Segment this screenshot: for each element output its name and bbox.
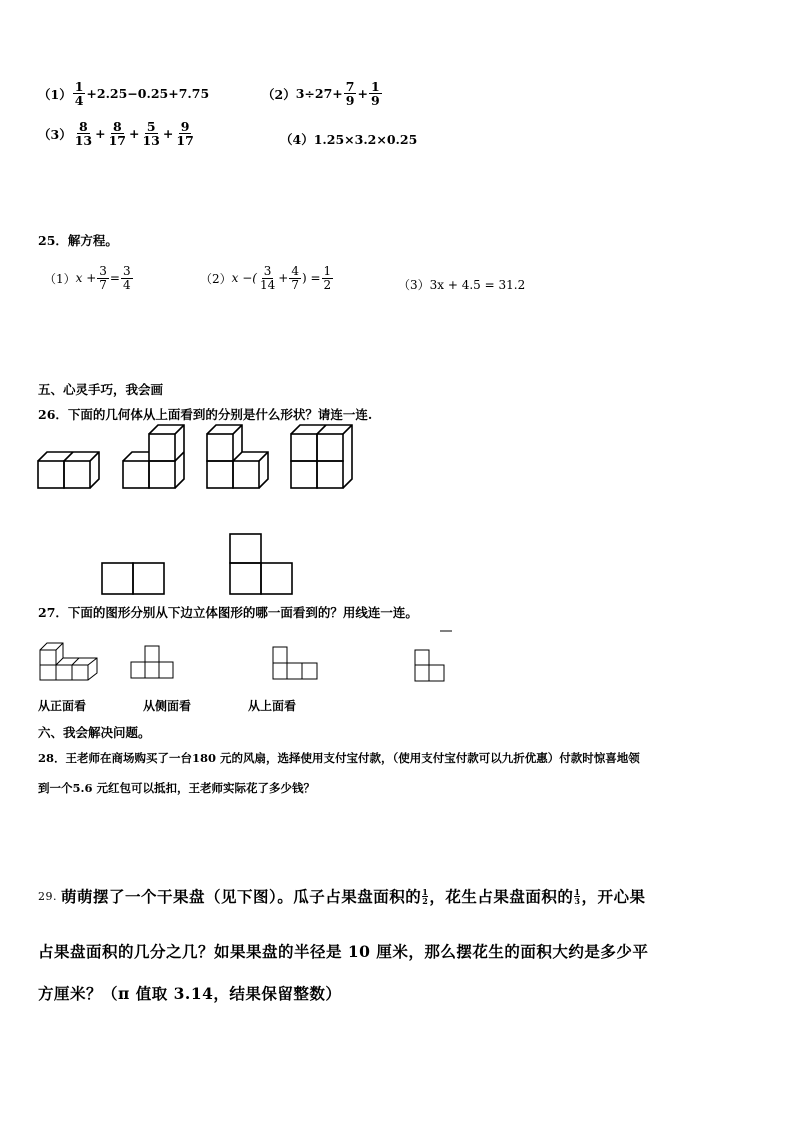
section-five-heading: 五、心灵手巧，我会画 xyxy=(38,382,164,397)
numerator: 8 xyxy=(112,119,122,134)
numerator: 7 xyxy=(345,79,355,94)
numerator: 8 xyxy=(79,119,88,134)
numerator: 1 xyxy=(370,79,380,94)
q26-text: 26．下面的几何体从上面看到的分别是什么形状？请连一连. xyxy=(38,407,373,422)
label: （4） xyxy=(280,132,314,147)
q28-line2: 到一个5.6 元红包可以抵扣，王老师实际花了多少钱？ xyxy=(38,781,316,795)
q27-label-front: 从正面看 xyxy=(38,699,87,713)
q27-label-side: 从侧面看 xyxy=(143,699,192,713)
denominator: 7 xyxy=(291,277,299,292)
label: （2） xyxy=(262,86,296,102)
denominator: 2 xyxy=(323,277,332,292)
numerator: 1 xyxy=(74,79,84,94)
numerator: 3 xyxy=(263,264,272,278)
denominator: 17 xyxy=(176,133,194,149)
operator: = xyxy=(109,271,120,286)
q28-line1: 28．王老师在商场购买了一台180 元的风扇，选择使用支付宝付款，（使用支付宝付款可以九折优惠）付款时惊喜地领 xyxy=(38,751,640,765)
denominator: 7 xyxy=(99,277,107,292)
fraction xyxy=(422,888,428,905)
denominator: 4 xyxy=(74,93,84,109)
operator: + xyxy=(357,86,368,102)
label: （2） xyxy=(200,271,232,286)
expression: +2.25−0.25+7.75 xyxy=(86,86,210,102)
q27-solid xyxy=(40,643,97,680)
q27-view-c xyxy=(415,650,444,681)
denominator: 13 xyxy=(74,133,93,149)
expression: x + xyxy=(75,271,97,286)
numerator: 5 xyxy=(146,119,156,134)
numerator: 1 xyxy=(574,886,581,897)
numerator: 1 xyxy=(323,264,332,278)
numerator: 4 xyxy=(291,264,299,278)
denominator: 14 xyxy=(259,277,276,292)
operator: + xyxy=(95,126,106,142)
q29-line1 xyxy=(38,885,645,907)
denominator: 9 xyxy=(345,93,355,109)
text: ，花生占果盘面积的 xyxy=(429,887,574,906)
q27-label-top: 从上面看 xyxy=(248,699,297,713)
fraction xyxy=(574,888,580,905)
denominator: 3 xyxy=(574,895,581,906)
text: ，开心果 xyxy=(581,887,646,906)
section-six-heading: 六、我会解决问题。 xyxy=(38,725,151,740)
denominator: 2 xyxy=(422,895,429,906)
q29-line2: 占果盘面积的几分之几？如果果盘的半径是 10 厘米，那么摆花生的面积大约是多少平 xyxy=(38,942,649,961)
label: （3） xyxy=(398,278,430,292)
text: 萌萌摆了一个干果盘（见下图）。瓜子占果盘面积的 xyxy=(61,887,422,906)
denominator: 13 xyxy=(142,133,160,149)
operator: ) = xyxy=(301,271,321,286)
q29-line3: 方厘米？（π 值取 3.14，结果保留整数） xyxy=(38,984,342,1003)
q27-view-b xyxy=(273,647,317,679)
numerator: 1 xyxy=(422,886,429,897)
q27-text: 27．下面的图形分别从下边立体图形的哪一面看到的？用线连一连。 xyxy=(38,605,418,620)
label: （1） xyxy=(38,86,72,102)
expression: 3÷27+ xyxy=(295,86,343,102)
denominator: 17 xyxy=(108,133,126,149)
operator: + xyxy=(162,126,174,142)
question-number: 29. xyxy=(38,889,57,903)
numerator: 3 xyxy=(122,264,131,278)
q25-title: 25．解方程。 xyxy=(38,233,118,248)
denominator: 4 xyxy=(122,277,131,292)
operator: + xyxy=(129,126,140,142)
expression: x −( xyxy=(231,271,257,286)
denominator: 9 xyxy=(370,93,380,109)
expression: 1.25×3.2×0.25 xyxy=(313,132,418,147)
numerator: 9 xyxy=(180,119,190,134)
operator: + xyxy=(278,271,289,286)
label: （3） xyxy=(38,126,72,142)
numerator: 3 xyxy=(99,264,107,278)
expression: 3x + 4.5 = 31.2 xyxy=(429,278,526,292)
q27-view-a xyxy=(131,646,173,678)
label: （1） xyxy=(44,271,76,286)
